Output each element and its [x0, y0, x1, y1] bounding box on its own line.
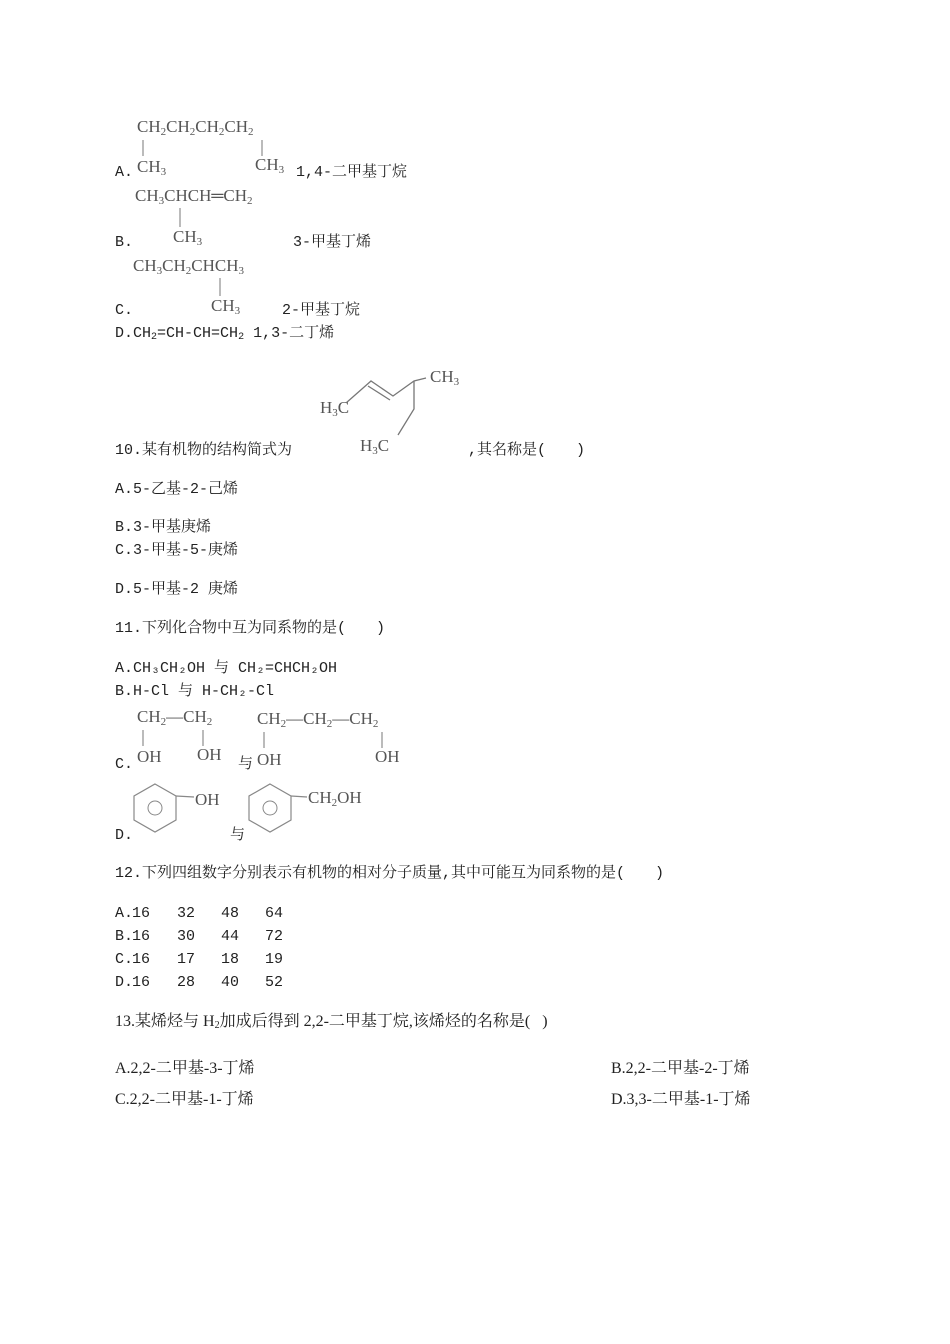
svg-text:CH3CH2CHCH3: CH3CH2CHCH3	[133, 256, 244, 277]
svg-text:CH2—CH2: CH2—CH2	[137, 707, 213, 728]
q12-row-b-v1: 16	[132, 928, 151, 945]
q12-row-d-v1: 16	[132, 974, 151, 991]
svg-text:OH: OH	[257, 750, 282, 769]
q10-option-b: B.3-甲基庚烯	[115, 519, 212, 536]
svg-text:H3C: H3C	[360, 436, 390, 457]
q11-option-c-join: 与	[238, 756, 254, 773]
svg-text:CH3: CH3	[211, 296, 241, 317]
svg-text:CH2CH2CH2CH2: CH2CH2CH2CH2	[137, 117, 254, 138]
q12-row-c-v3: 18	[221, 951, 240, 968]
q9-option-a-label: A.	[115, 164, 134, 181]
q13-option-c: C.2,2-二甲基-1-丁烯	[115, 1091, 254, 1108]
q12-row-a-v4: 64	[265, 905, 284, 922]
q12-row-b-label: B.	[115, 928, 134, 945]
svg-text:OH: OH	[375, 747, 400, 766]
q11-option-d-label: D.	[115, 827, 134, 844]
q11-option-c-label: C.	[115, 756, 134, 773]
q13-stem-3: )	[542, 1013, 548, 1030]
svg-text:CH3: CH3	[137, 157, 167, 178]
q10-option-d: D.5-甲基-2 庚烯	[115, 581, 239, 598]
q9c-structure	[133, 256, 244, 317]
svg-text:OH: OH	[137, 747, 162, 766]
q12-row-c-v4: 19	[265, 951, 284, 968]
q9-option-a-name: 1,4-二甲基丁烷	[296, 164, 408, 181]
q10-stem	[115, 442, 292, 460]
q12-row-a-v1: 16	[132, 905, 151, 922]
q10-number: 10.	[115, 442, 143, 459]
q11c-structures	[137, 707, 400, 769]
svg-text:CH3: CH3	[430, 367, 460, 388]
q9-option-c-name: 2-甲基丁烷	[282, 302, 361, 319]
q9-option-c-label: C.	[115, 302, 134, 319]
q9-option-b-label: B.	[115, 234, 134, 251]
q12-row-b-v4: 72	[265, 928, 284, 945]
q11-stem: 11.下列化合物中互为同系物的是( )	[115, 620, 386, 637]
svg-text:CH2—CH2—CH2: CH2—CH2—CH2	[257, 709, 379, 730]
q10-stem-text: 某有机物的结构简式为	[142, 442, 293, 459]
q12-row-b-v3: 44	[221, 928, 240, 945]
q10-option-c: C.3-甲基-5-庚烯	[115, 542, 239, 559]
q13-option-a: A.2,2-二甲基-3-丁烯	[115, 1060, 255, 1077]
svg-text:CH3: CH3	[173, 227, 203, 248]
svg-text:CH3: CH3	[255, 155, 285, 176]
q12-row-a-label: A.	[115, 905, 134, 922]
q9a-structure	[137, 117, 285, 178]
q9-option-d-name: 1,3-二丁烯	[253, 325, 335, 342]
q12-row-c-v1: 16	[132, 951, 151, 968]
q9-option-d-formula-1: CH	[133, 325, 152, 342]
q13-stem: 13.某烯烃与 $H_2$加成后得到 2,2-二甲基丁烷,该烯烃的名称是( )	[115, 1013, 548, 1031]
q12-row-d-v4: 52	[265, 974, 284, 991]
q12-row-a-v2: 32	[177, 905, 196, 922]
q11-option-b: B.H-Cl 与 H-CH₂-Cl	[115, 683, 275, 700]
q12-row-d-label: D.	[115, 974, 134, 991]
q11-option-d-join: 与	[230, 827, 246, 844]
q10-stem-tail: ,其名称是( )	[468, 442, 586, 459]
q12-row-d-v3: 40	[221, 974, 240, 991]
q9-option-d-formula-2: =CH-CH=CH	[157, 325, 239, 342]
q11-option-a: A.CH₃CH₂OH 与 CH₂=CHCH₂OH	[115, 660, 338, 677]
q12-row-c-v2: 17	[177, 951, 196, 968]
q13-option-b: B.2,2-二甲基-2-丁烯	[611, 1060, 750, 1077]
q10-option-a: A.5-乙基-2-己烯	[115, 481, 239, 498]
svg-text:OH: OH	[195, 790, 220, 809]
q11d-structures	[134, 784, 362, 832]
q12-stem: 12.下列四组数字分别表示有机物的相对分子质量,其中可能互为同系物的是( )	[115, 865, 665, 882]
q13-option-d: D.3,3-二甲基-1-丁烯	[611, 1091, 751, 1108]
q9-option-d-label: D.	[115, 325, 134, 342]
svg-text:OH: OH	[197, 745, 222, 764]
q13-stem-2: 加成后得到 2,2-二甲基丁烷,该烯烃的名称是(	[219, 1013, 531, 1030]
svg-text:CH2OH: CH2OH	[308, 788, 362, 809]
q12-row-c-label: C.	[115, 951, 134, 968]
q9-option-d: $D.CH_2=CH-CH=CH_2$ 1,3-二丁烯	[115, 325, 335, 343]
q9-option-b-name: 3-甲基丁烯	[293, 234, 372, 251]
q13-stem-1: 13.某烯烃与 H	[115, 1013, 215, 1030]
q12-row-b-v2: 30	[177, 928, 196, 945]
svg-text:CH3CHCH═CH2: CH3CHCH═CH2	[135, 186, 253, 207]
q12-row-a-v3: 48	[221, 905, 240, 922]
svg-text:H3C: H3C	[320, 398, 350, 419]
q9b-structure	[135, 186, 253, 248]
q12-row-d-v2: 28	[177, 974, 196, 991]
q10-skeletal-structure	[320, 367, 460, 457]
